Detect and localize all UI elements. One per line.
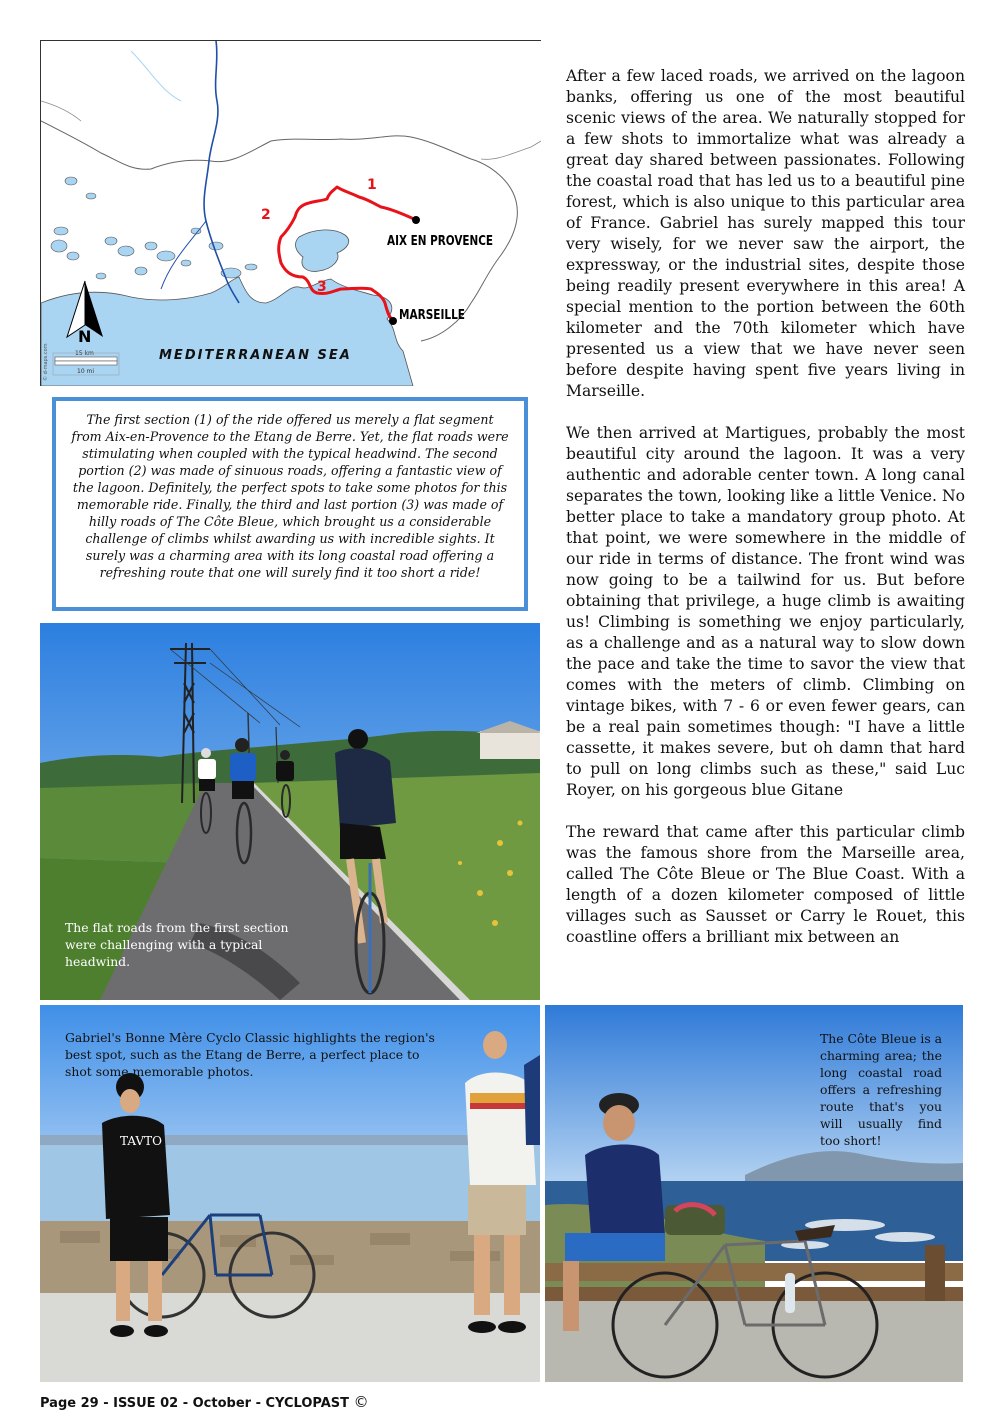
article-paragraph: After a few laced roads, we arrived on the lagoon banks, offering us one of the most beautiful scenic views of the area. We naturally stopped for a few shots to immortalize what was already a great day shared between passionates. Following the coastal road that has led us to a beautiful pine forest, which is also unique to this particular area of France. Gabriel has surely mapped this tour very wisely, for we never saw the airport, the expressway, or the industrial sites, despite those being readily present everywhere in this area! A special mention to the portion between the 60th kilometer and the 70th kilometer which have presented us a view that we have never seen before despite having spent five years living in Marseille. bbox=[566, 67, 965, 400]
route-label-2: 2 bbox=[261, 207, 271, 223]
photo-coast bbox=[545, 1005, 963, 1382]
region-border bbox=[481, 141, 541, 159]
delta-ponds bbox=[51, 177, 257, 279]
photo-lagoon-caption: Gabriel's Bonne Mère Cyclo Classic highlights the region's best spot, such as the Etang de Berre, a perfect place to shot some memorable photos. bbox=[65, 1030, 435, 1079]
marseille-marker bbox=[389, 317, 397, 325]
footer-text: Page 29 - ISSUE 02 - October - CYCLOPAST bbox=[40, 1396, 350, 1411]
svg-text:N: N bbox=[78, 327, 92, 346]
svg-text:TAVTO: TAVTO bbox=[120, 1134, 162, 1148]
lagoon bbox=[296, 230, 349, 271]
city-label-aix: AIX EN PROVENCE bbox=[387, 234, 493, 249]
region-border bbox=[41, 101, 81, 121]
svg-text:15 km: 15 km bbox=[75, 350, 94, 357]
caption-box bbox=[52, 397, 528, 611]
river bbox=[204, 41, 239, 303]
map-credit: © d-maps.com bbox=[43, 343, 49, 381]
aix-marker bbox=[412, 216, 420, 224]
river bbox=[131, 51, 181, 101]
route-label-3: 3 bbox=[317, 279, 327, 295]
sea-label: MEDITERRANEAN SEA bbox=[159, 348, 352, 363]
route-label-1: 1 bbox=[367, 177, 377, 193]
article-text bbox=[566, 66, 965, 969]
article-paragraph: We then arrived at Martigues, probably the most beautiful city around the lagoon. It was a very authentic and adorable center town. A long canal separates the town, looking like a little Venice. No better place to take a mandatory group photo. At that point, we were somewhere in the middle of our ride in terms of distance. The front wind was now going to be a tailwind for us. But before obtaining that privilege, a huge climb is awaiting us! Climbing is something we enjoy particularly, as a challenge and as a natural way to slow down the pace and take the time to savor the view that comes with the meters of climb. Climbing on vintage bikes, with 7 - 6 or even fewer gears, can be a real pain sometimes though: "I have a little cassette, it makes severe, but oh damn that hard to pull on long climbs such as these," said Luc Royer, on his gorgeous blue Gitane bbox=[566, 424, 965, 799]
city-label-marseille: MARSEILLE bbox=[399, 308, 465, 323]
photo-coast-caption: The Côte Bleue is a charming area; the long coastal road offers a refreshing route that's you will usually find too short! bbox=[820, 1031, 943, 1148]
route-map bbox=[40, 40, 541, 386]
photo-road-caption: The flat roads from the first section were challenging with a typical headwind. bbox=[65, 920, 289, 969]
caption-box-text: The first section (1) of the ride offered us merely a flat segment from Aix-en-Provence to the Etang de Berre. Yet, the flat roads were stimulating when coupled with the typical headwind. The second portion (2) was made of sinuous roads, offering a fantastic view of the lagoon. Definitely, the perfect spots to take some photos for this memorable ride. Finally, the third and last portion (3) was made of hilly roads of The Côte Bleue, which brought us a considerable challenge of climbs whilst awarding us with incredible sights. It surely was a charming area with its long coastal road offering a refreshing route that one will surely find it too short a ride! bbox=[71, 412, 509, 580]
article-paragraph: The reward that came after this particular climb was the famous shore from the Marseille area, called The Côte Bleue or The Blue Coast. With a length of a dozen kilometer composed of little villages such as Sausset or Carry le Rouet, this coastline offers a brilliant mix between an bbox=[566, 823, 965, 946]
svg-text:10 mi: 10 mi bbox=[77, 368, 95, 375]
photo-road bbox=[40, 623, 540, 1000]
photo-lagoon bbox=[40, 1005, 540, 1382]
copyright-icon: © bbox=[353, 1393, 369, 1411]
page-footer bbox=[40, 1393, 369, 1411]
